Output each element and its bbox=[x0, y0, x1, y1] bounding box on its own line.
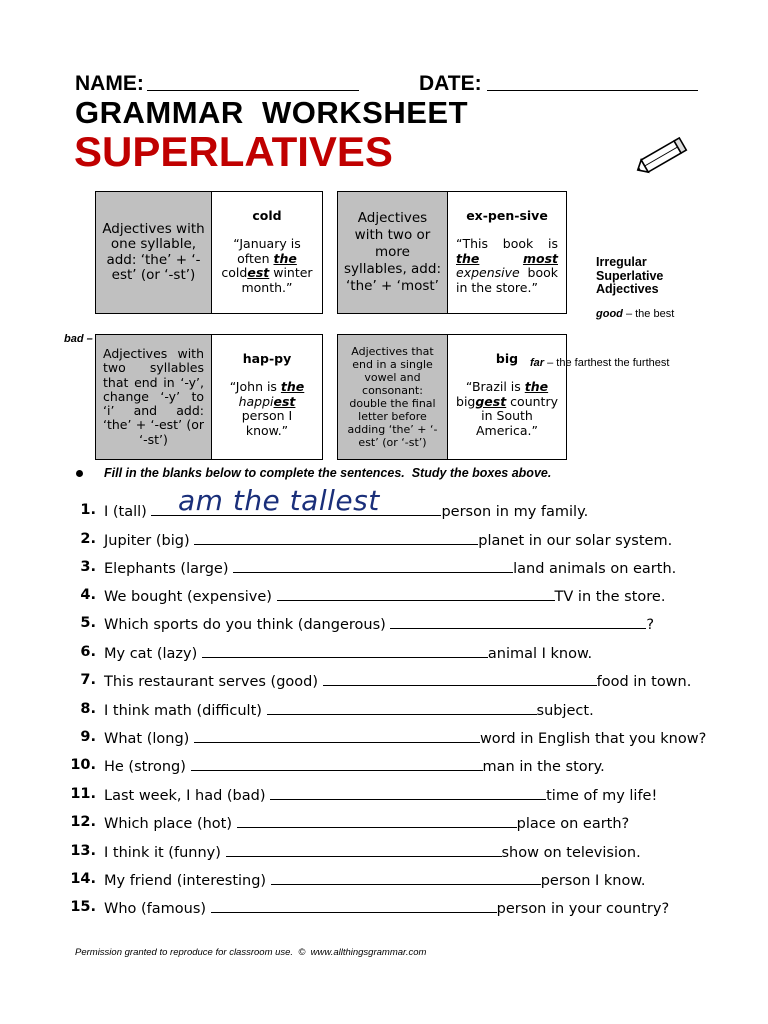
answer-blank[interactable] bbox=[226, 843, 502, 857]
sentence-ending: person in your country? bbox=[496, 901, 670, 917]
sentence-row bbox=[104, 672, 691, 690]
sentence-row bbox=[104, 843, 641, 861]
example-word: ex-pen-sive bbox=[466, 208, 548, 223]
sentence-ending: subject. bbox=[536, 703, 594, 719]
sentence-number: 1. bbox=[80, 502, 96, 518]
sentence-row bbox=[104, 899, 669, 917]
sentence-number: 14. bbox=[70, 871, 96, 887]
sentence-number: 5. bbox=[80, 615, 96, 631]
sentence-number: 6. bbox=[80, 644, 96, 660]
rule-box-two-syllables bbox=[337, 191, 567, 314]
answer-blank[interactable] bbox=[277, 587, 555, 601]
sentence-ending: word in English that you know? bbox=[479, 731, 707, 747]
handwritten-answer: am the tallest bbox=[178, 484, 380, 517]
irregular-far: far – the farthest the furthest bbox=[530, 357, 670, 369]
sentence-ending: planet in our solar system. bbox=[478, 533, 673, 549]
date-field[interactable] bbox=[487, 90, 698, 91]
example-sentence: “Brazil is the biggest country in South America.” bbox=[456, 379, 558, 438]
sentence-ending: person I know. bbox=[540, 873, 646, 889]
sentence-number: 15. bbox=[70, 899, 96, 915]
answer-blank[interactable] bbox=[194, 531, 478, 545]
sentence-number: 4. bbox=[80, 587, 96, 603]
rule-text: Adjectives with one syllable, add: ‘the’ + ‘-est’ (or ‘-st’) bbox=[96, 192, 212, 313]
answer-blank[interactable] bbox=[191, 757, 483, 771]
irregular-bad: bad – bbox=[64, 333, 93, 345]
sentence-prompt: I (tall) bbox=[104, 504, 152, 520]
sentence-ending: man in the story. bbox=[482, 759, 605, 775]
example-sentence: “January is often the coldest winter month.” bbox=[221, 236, 313, 295]
worksheet-title: GRAMMAR WORKSHEET bbox=[75, 95, 469, 130]
sentence-number: 11. bbox=[70, 786, 96, 802]
sentence-prompt: Last week, I had (bad) bbox=[104, 788, 271, 804]
date-label: DATE: bbox=[419, 72, 482, 95]
rule-box-double-consonant bbox=[337, 334, 567, 460]
worksheet-subtitle: SUPERLATIVES bbox=[74, 128, 393, 175]
sentence-row bbox=[104, 701, 594, 719]
sentence-prompt: Elephants (large) bbox=[104, 561, 234, 577]
example-word: big bbox=[495, 351, 519, 366]
sentence-row bbox=[104, 871, 646, 889]
answer-blank[interactable] bbox=[151, 502, 441, 516]
sentence-row bbox=[104, 757, 605, 775]
sentence-ending: food in town. bbox=[596, 674, 692, 690]
answer-blank[interactable] bbox=[323, 672, 597, 686]
instruction-text: Fill in the blanks below to complete the sentences. Study the boxes above. bbox=[104, 466, 552, 480]
sentence-ending: TV in the store. bbox=[554, 589, 666, 605]
sentence-row bbox=[104, 729, 706, 747]
sentence-prompt: Which place (hot) bbox=[104, 816, 237, 832]
bullet-icon bbox=[76, 470, 83, 477]
sentence-row bbox=[104, 559, 676, 577]
footer-credit: Permission granted to reproduce for classroom use. © www.allthingsgrammar.com bbox=[75, 947, 427, 958]
sentence-row bbox=[104, 587, 665, 605]
sentence-number: 7. bbox=[80, 672, 96, 688]
example-sentence: “John is the happiest person I know.” bbox=[229, 379, 305, 438]
example-word: hap-py bbox=[242, 351, 292, 366]
sentence-row bbox=[104, 644, 592, 662]
sentence-prompt: This restaurant serves (good) bbox=[104, 674, 323, 690]
example-sentence: “This book is the most expensive book in the store.” bbox=[456, 236, 558, 295]
sentence-number: 3. bbox=[80, 559, 96, 575]
irregular-heading: Irregular Superlative Adjectives bbox=[596, 255, 664, 296]
rule-box-y-ending bbox=[95, 334, 323, 460]
sentence-prompt: My friend (interesting) bbox=[104, 873, 271, 889]
sentence-ending: time of my life! bbox=[546, 788, 658, 804]
sentence-ending: place on earth? bbox=[516, 816, 630, 832]
sentence-ending: ? bbox=[646, 617, 655, 633]
sentence-prompt: He (strong) bbox=[104, 759, 191, 775]
rule-box-one-syllable bbox=[95, 191, 323, 314]
sentence-number: 10. bbox=[70, 757, 96, 773]
sentence-ending: animal I know. bbox=[487, 646, 593, 662]
name-field[interactable] bbox=[147, 90, 359, 91]
sentence-ending: land animals on earth. bbox=[513, 561, 677, 577]
sentence-number: 13. bbox=[70, 843, 96, 859]
answer-blank[interactable] bbox=[211, 899, 497, 913]
sentence-row bbox=[104, 814, 629, 832]
answer-blank[interactable] bbox=[390, 615, 646, 629]
answer-blank[interactable] bbox=[194, 729, 480, 743]
rule-text: Adjectives with two or more syllables, add: ‘the’ + ‘most’ bbox=[338, 192, 448, 313]
sentence-row bbox=[104, 531, 672, 549]
example-word: cold bbox=[252, 208, 282, 223]
sentence-prompt: Jupiter (big) bbox=[104, 533, 195, 549]
sentence-prompt: What (long) bbox=[104, 731, 194, 747]
rule-text: Adjectives that end in a single vowel and consonant: double the final letter before adding ‘the’ + ‘-est’ (or ‘-st’) bbox=[338, 335, 448, 459]
answer-blank[interactable] bbox=[271, 871, 541, 885]
answer-blank[interactable] bbox=[267, 701, 537, 715]
answer-blank[interactable] bbox=[270, 786, 546, 800]
sentence-prompt: Who (famous) bbox=[104, 901, 211, 917]
answer-blank[interactable] bbox=[202, 644, 488, 658]
irregular-good: good – the best bbox=[596, 308, 675, 320]
sentence-prompt: My cat (lazy) bbox=[104, 646, 202, 662]
sentence-prompt: I think it (funny) bbox=[104, 845, 226, 861]
sentence-row bbox=[104, 786, 657, 804]
sentence-prompt: We bought (expensive) bbox=[104, 589, 277, 605]
sentence-number: 2. bbox=[80, 531, 96, 547]
sentence-row bbox=[104, 502, 588, 520]
answer-blank[interactable] bbox=[233, 559, 513, 573]
sentence-prompt: I think math (difficult) bbox=[104, 703, 267, 719]
sentence-ending: show on television. bbox=[501, 845, 641, 861]
sentence-ending: person in my family. bbox=[441, 504, 589, 520]
name-label: NAME: bbox=[75, 72, 144, 95]
sentence-number: 12. bbox=[70, 814, 96, 830]
sentence-number: 9. bbox=[80, 729, 96, 745]
sentence-row bbox=[104, 615, 654, 633]
sentence-number: 8. bbox=[80, 701, 96, 717]
rule-text: Adjectives with two syllables that end in ‘-y’, change ‘-y’ to ‘i’ and add: ‘the’ + ‘-est’ (or ‘-st’) bbox=[96, 335, 212, 459]
answer-blank[interactable] bbox=[237, 814, 517, 828]
pencil-icon bbox=[632, 134, 692, 178]
sentence-prompt: Which sports do you think (dangerous) bbox=[104, 617, 391, 633]
